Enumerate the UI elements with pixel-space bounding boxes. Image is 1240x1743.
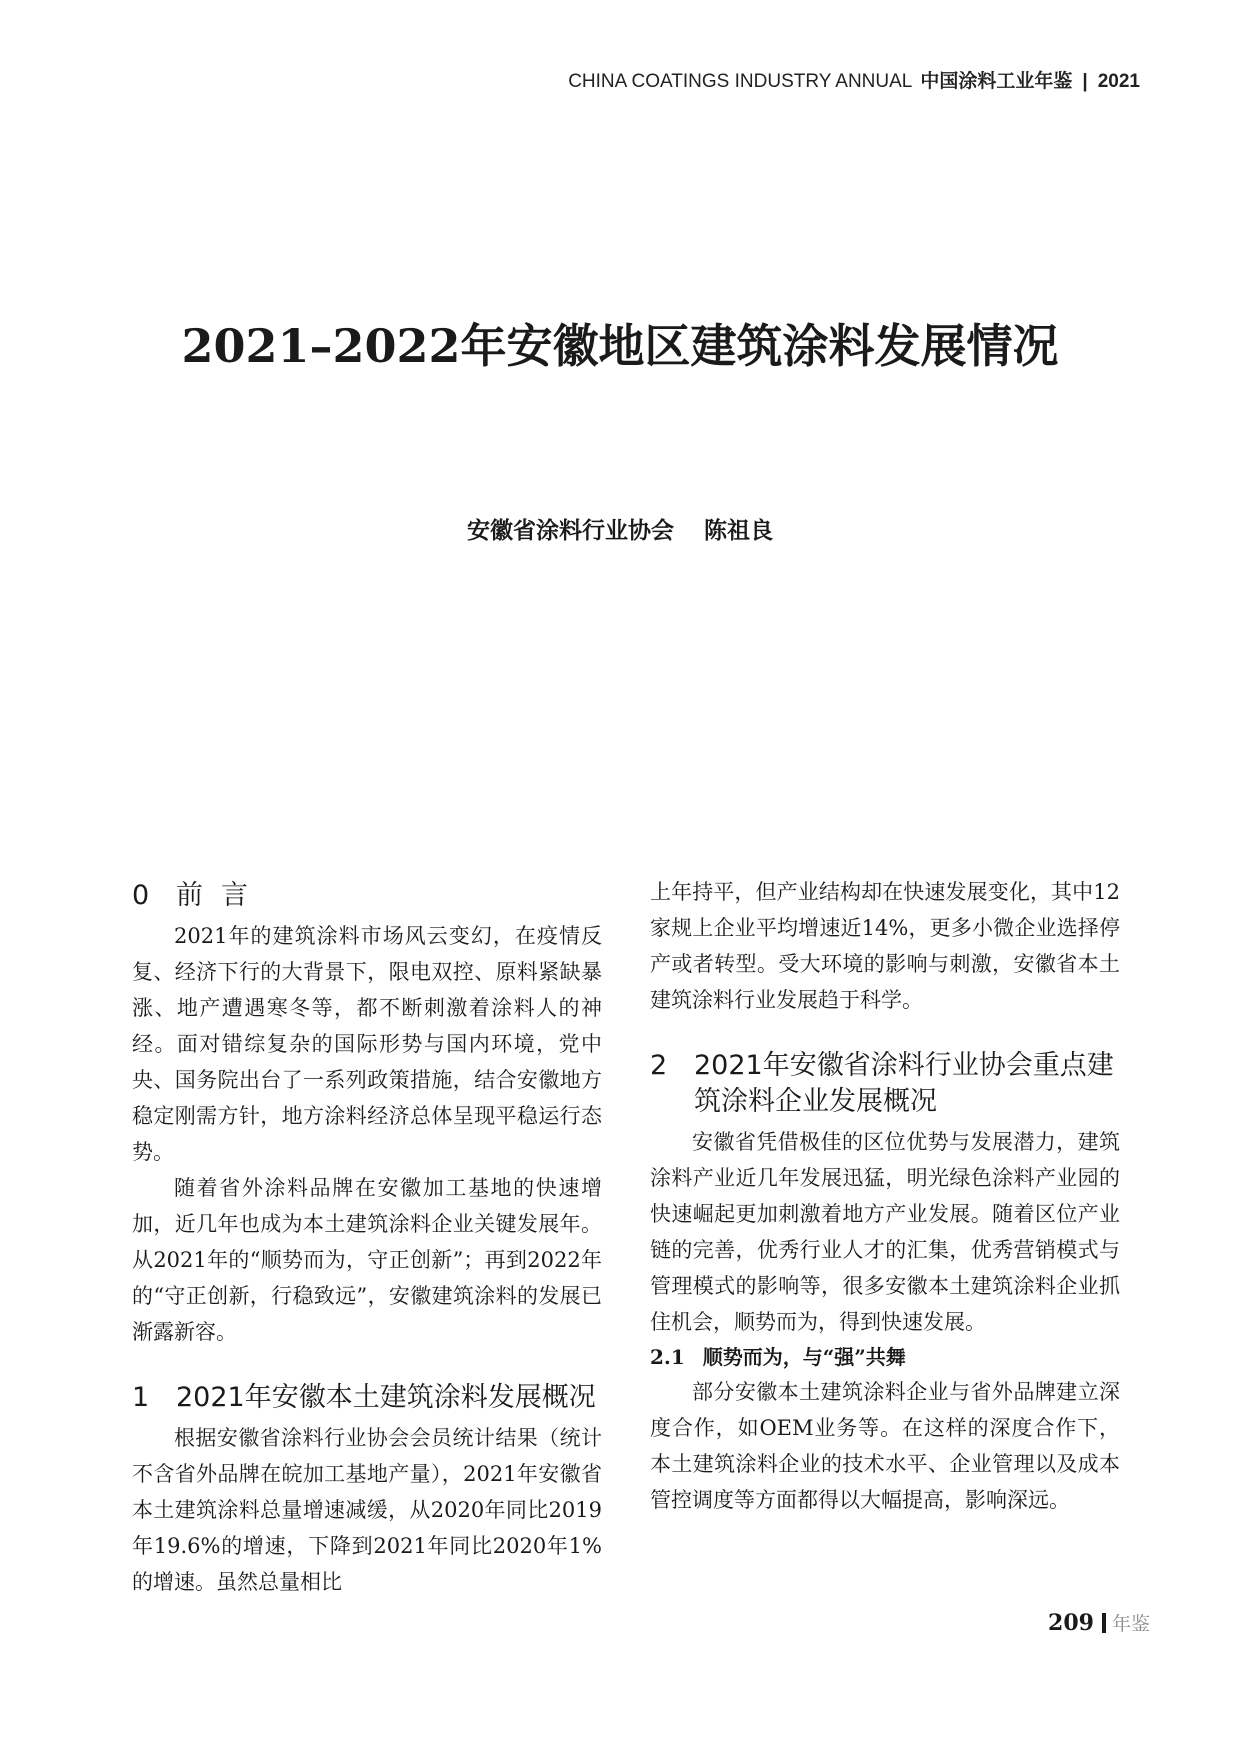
running-header [568,66,1140,93]
subsection-number: 2.1 [650,1345,685,1369]
paragraph: 安徽省凭借极佳的区位优势与发展潜力，建筑涂料产业近几年发展迅猛，明光绿色涂料产业园的快速崛起更加刺激着地方产业发展。随着区位产业链的完善，优秀行业人才的汇集，优秀营销模式与管理模式的影响等，很多安徽本土建筑涂料企业抓住机会，顺势而为，得到快速发展。 [650,1130,1120,1334]
section-heading-0 [132,878,602,914]
section-number: 2 [650,1050,668,1081]
section-heading-2 [650,1048,1120,1120]
section-number: 0 [132,880,150,911]
subsection-heading-2-1 [650,1340,1120,1374]
right-column [650,874,1120,1518]
header-chinese-title: 中国涂料工业年鉴 [920,71,1073,92]
author-line [0,512,1240,545]
paragraph: 2021年的建筑涂料市场风云变幻，在疫情反复、经济下行的大背景下，限电双控、原料紧缺暴涨、地产遭遇寒冬等，都不断刺激着涂料人的神经。面对错综复杂的国际形势与国内环境，党中央、国务院出台了一系列政策措施，结合安徽地方稳定刚需方针，地方涂料经济总体呈现平稳运行态势。 [132,924,602,1164]
header-year: 2021 [1097,71,1140,92]
author-organization: 安徽省涂料行业协会 [467,518,674,544]
paragraph: 根据安徽省涂料行业协会会员统计结果（统计不含省外品牌在皖加工基地产量），2021年安徽省本土建筑涂料总量增速减缓，从2020年同比2019年19.6%的增速，下降到2021年同比2020年1%的增速。虽然总量相比 [132,1426,602,1594]
left-column [132,878,602,1600]
page-footer [1048,1609,1150,1636]
section-heading-1 [132,1380,602,1416]
section-title: 前言 [176,880,266,911]
section-title: 2021年安徽本土建筑涂料发展概况 [176,1382,596,1413]
footer-label: 年鉴 [1111,1613,1150,1635]
paragraph: 随着省外涂料品牌在安徽加工基地的快速增加，近几年也成为本土建筑涂料企业关键发展年。从2021年的“顺势而为，守正创新”；再到2022年的“守正创新，行稳致远”，安徽建筑涂料的发展已渐露新容。 [132,1176,602,1344]
paragraph-continued: 上年持平，但产业结构却在快速发展变化，其中12家规上企业平均增速近14%，更多小微企业选择停产或者转型。受大环境的影响与刺激，安徽省本土建筑涂料行业发展趋于科学。 [650,880,1120,1012]
header-separator: | [1082,71,1088,92]
header-english-title: CHINA COATINGS INDUSTRY ANNUAL [568,71,913,92]
page-number: 209 [1048,1610,1094,1636]
footer-divider [1102,1613,1106,1633]
author-name: 陈祖良 [704,518,773,544]
section-number: 1 [132,1382,150,1413]
paragraph: 部分安徽本土建筑涂料企业与省外品牌建立深度合作，如OEM业务等。在这样的深度合作下，本土建筑涂料企业的技术水平、企业管理以及成本管控调度等方面都得以大幅提高，影响深远。 [650,1380,1120,1512]
subsection-title: 顺势而为，与“强”共舞 [702,1345,906,1369]
section-title: 2021年安徽省涂料行业协会重点建筑涂料企业发展概况 [694,1050,1114,1117]
article-title: 2021–2022年安徽地区建筑涂料发展情况 [181,319,1059,373]
